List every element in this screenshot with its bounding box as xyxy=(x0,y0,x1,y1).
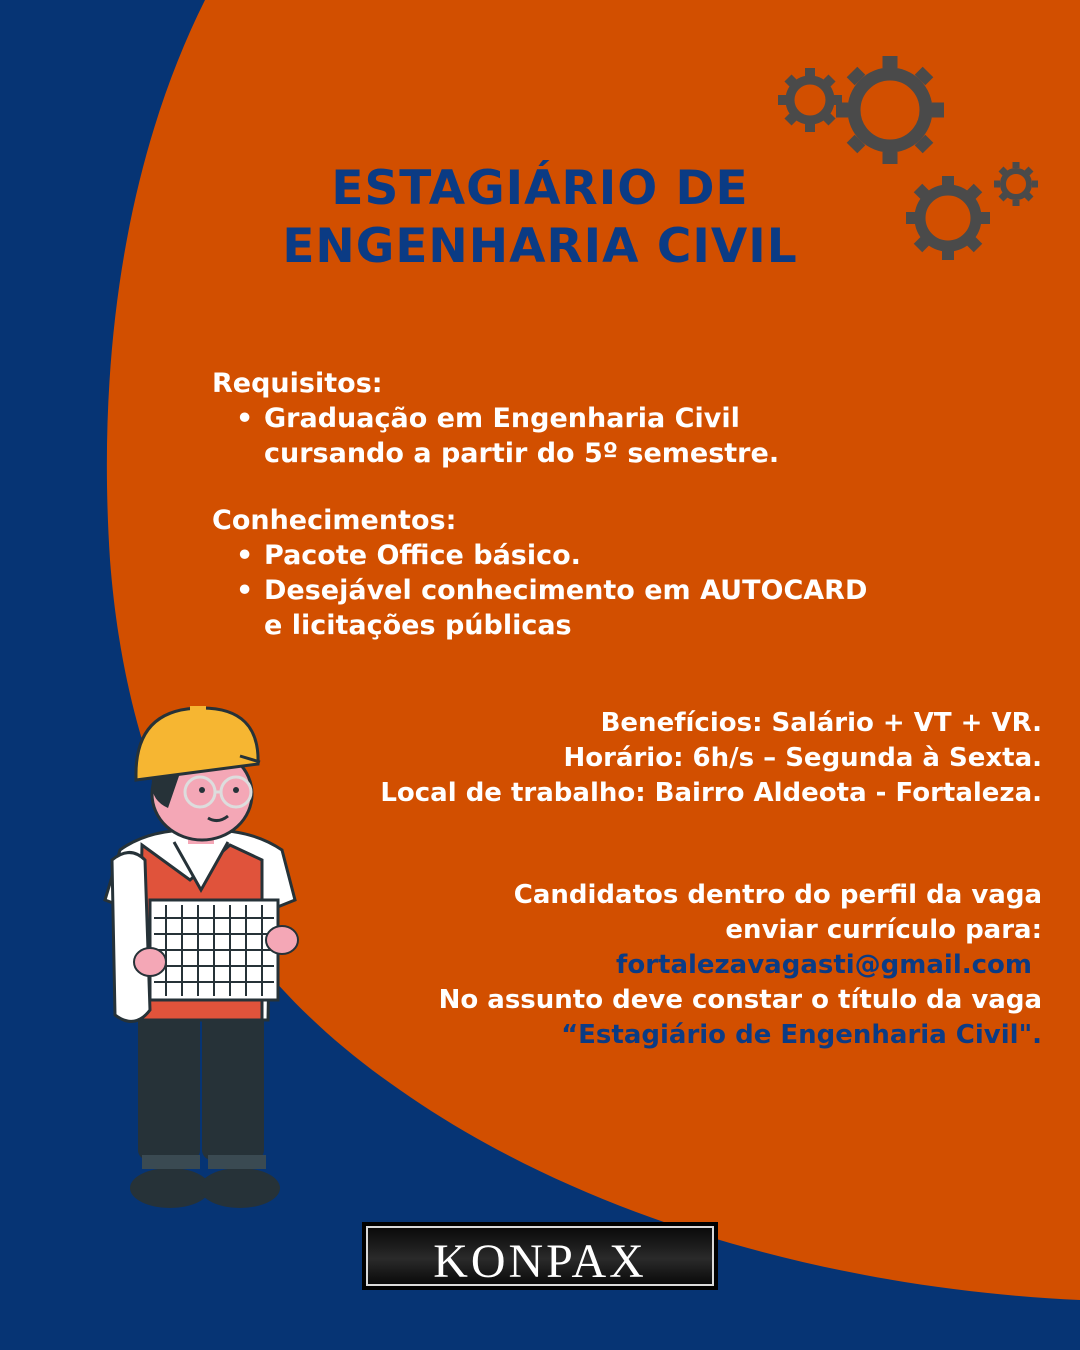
job-title-line-2: ENGENHARIA CIVIL xyxy=(282,219,798,274)
horario-text: Horário: 6h/s – Segunda à Sexta. xyxy=(563,743,1042,773)
contact-line-1: Candidatos dentro do perfil da vaga xyxy=(513,880,1042,910)
requisitos-list xyxy=(212,401,779,471)
conhecimentos-section xyxy=(212,503,867,643)
beneficios-text: Benefícios: Salário + VT + VR. xyxy=(600,708,1042,738)
logo-frame xyxy=(366,1226,714,1286)
conhecimentos-list xyxy=(212,538,867,643)
conhecimentos-item: • Pacote Office básico. xyxy=(264,538,867,573)
contact-info xyxy=(439,878,1042,1053)
job-info xyxy=(380,706,1042,811)
job-title-line-1: ESTAGIÁRIO DE xyxy=(331,161,749,216)
konpax-logo xyxy=(362,1222,718,1290)
job-title xyxy=(220,160,860,276)
requisitos-item: • Graduação em Engenharia Civil cursando a partir do 5º semestre. xyxy=(264,401,779,471)
contact-line-5: “Estagiário de Engenharia Civil". xyxy=(561,1020,1042,1050)
conhecimentos-heading: Conhecimentos: xyxy=(212,505,457,536)
logo-text: KONPAX xyxy=(433,1235,647,1288)
engineer-illustration xyxy=(90,700,350,1220)
contact-line-2: enviar currículo para: xyxy=(725,915,1042,945)
requisitos-section xyxy=(212,366,779,471)
local-text: Local de trabalho: Bairro Aldeota - Fortaleza. xyxy=(380,778,1042,808)
contact-line-4: No assunto deve constar o título da vaga xyxy=(438,985,1042,1015)
requisitos-heading: Requisitos: xyxy=(212,368,383,399)
contact-email[interactable]: fortalezavagasti@gmail.com xyxy=(616,950,1032,980)
conhecimentos-item: • Desejável conhecimento em AUTOCARD e licitações públicas xyxy=(264,573,867,643)
